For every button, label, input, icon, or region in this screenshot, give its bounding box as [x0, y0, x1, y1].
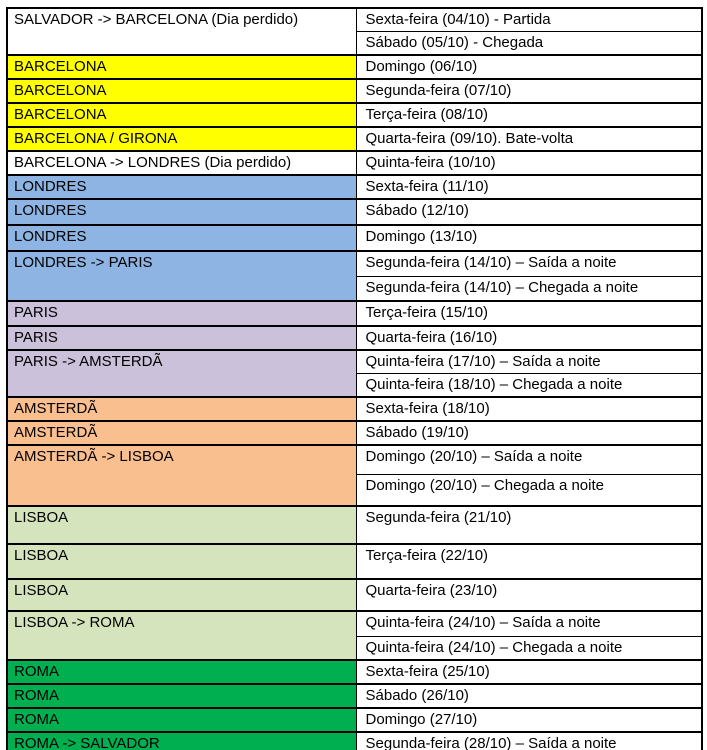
table-row [7, 445, 702, 474]
table-row [7, 421, 702, 445]
date-cell: Sexta-feira (25/10) [356, 660, 702, 684]
city-cell: BARCELONA -> LONDRES (Dia perdido) [7, 151, 356, 175]
table-row [7, 251, 702, 276]
table-row [7, 660, 702, 684]
date-cell: Segunda-feira (14/10) – Chegada a noite [356, 276, 702, 301]
city-cell: PARIS -> AMSTERDÃ [7, 350, 356, 397]
table-row [7, 151, 702, 175]
date-cell: Sábado (19/10) [356, 421, 702, 445]
city-cell: AMSTERDÃ -> LISBOA [7, 445, 356, 506]
table-row [7, 397, 702, 421]
date-cell: Quinta-feira (10/10) [356, 151, 702, 175]
table-row [7, 301, 702, 326]
city-cell: SALVADOR -> BARCELONA (Dia perdido) [7, 8, 356, 55]
table-row [7, 350, 702, 374]
city-cell: BARCELONA [7, 55, 356, 79]
date-cell: Quinta-feira (24/10) – Saída a noite [356, 611, 702, 636]
city-cell: BARCELONA [7, 103, 356, 127]
city-cell: ROMA [7, 660, 356, 684]
city-cell: LONDRES -> PARIS [7, 251, 356, 301]
itinerary-table [6, 7, 703, 750]
table-row [7, 579, 702, 611]
date-cell: Sexta-feira (11/10) [356, 175, 702, 199]
date-cell: Domingo (20/10) – Saída a noite [356, 445, 702, 474]
city-cell: AMSTERDÃ [7, 397, 356, 421]
date-cell: Segunda-feira (07/10) [356, 79, 702, 103]
date-cell: Domingo (20/10) – Chegada a noite [356, 474, 702, 506]
city-cell: LISBOA [7, 544, 356, 579]
date-cell: Sexta-feira (18/10) [356, 397, 702, 421]
date-cell: Domingo (13/10) [356, 225, 702, 251]
date-cell: Quarta-feira (23/10) [356, 579, 702, 611]
table-row [7, 544, 702, 579]
date-cell: Quarta-feira (09/10). Bate-volta [356, 127, 702, 151]
date-cell: Sábado (26/10) [356, 684, 702, 708]
city-cell: BARCELONA [7, 79, 356, 103]
table-row [7, 127, 702, 151]
city-cell: ROMA -> SALVADOR [7, 732, 356, 750]
table-row [7, 8, 702, 32]
city-cell: LISBOA -> ROMA [7, 611, 356, 660]
table-row [7, 684, 702, 708]
city-cell: LISBOA [7, 506, 356, 544]
date-cell: Sábado (12/10) [356, 199, 702, 225]
table-row [7, 175, 702, 199]
table-row [7, 326, 702, 350]
table-row [7, 199, 702, 225]
table-row [7, 506, 702, 544]
date-cell: Quarta-feira (16/10) [356, 326, 702, 350]
city-cell: PARIS [7, 326, 356, 350]
date-cell: Quinta-feira (18/10) – Chegada a noite [356, 374, 702, 398]
table-row [7, 55, 702, 79]
city-cell: ROMA [7, 708, 356, 732]
date-cell: Quinta-feira (24/10) – Chegada a noite [356, 636, 702, 660]
table-row [7, 79, 702, 103]
city-cell: LONDRES [7, 225, 356, 251]
date-cell: Domingo (27/10) [356, 708, 702, 732]
city-cell: LONDRES [7, 175, 356, 199]
city-cell: PARIS [7, 301, 356, 326]
table-row [7, 103, 702, 127]
city-cell: ROMA [7, 684, 356, 708]
city-cell: BARCELONA / GIRONA [7, 127, 356, 151]
date-cell: Segunda-feira (14/10) – Saída a noite [356, 251, 702, 276]
date-cell: Terça-feira (15/10) [356, 301, 702, 326]
date-cell: Sexta-feira (04/10) - Partida [356, 8, 702, 32]
date-cell: Terça-feira (22/10) [356, 544, 702, 579]
table-row [7, 708, 702, 732]
date-cell: Segunda-feira (28/10) – Saída a noite [356, 732, 702, 750]
city-cell: LONDRES [7, 199, 356, 225]
table-row [7, 225, 702, 251]
date-cell: Terça-feira (08/10) [356, 103, 702, 127]
city-cell: LISBOA [7, 579, 356, 611]
table-row [7, 732, 702, 750]
table-row [7, 611, 702, 636]
date-cell: Segunda-feira (21/10) [356, 506, 702, 544]
city-cell: AMSTERDÃ [7, 421, 356, 445]
date-cell: Quinta-feira (17/10) – Saída a noite [356, 350, 702, 374]
date-cell: Domingo (06/10) [356, 55, 702, 79]
date-cell: Sábado (05/10) - Chegada [356, 32, 702, 56]
